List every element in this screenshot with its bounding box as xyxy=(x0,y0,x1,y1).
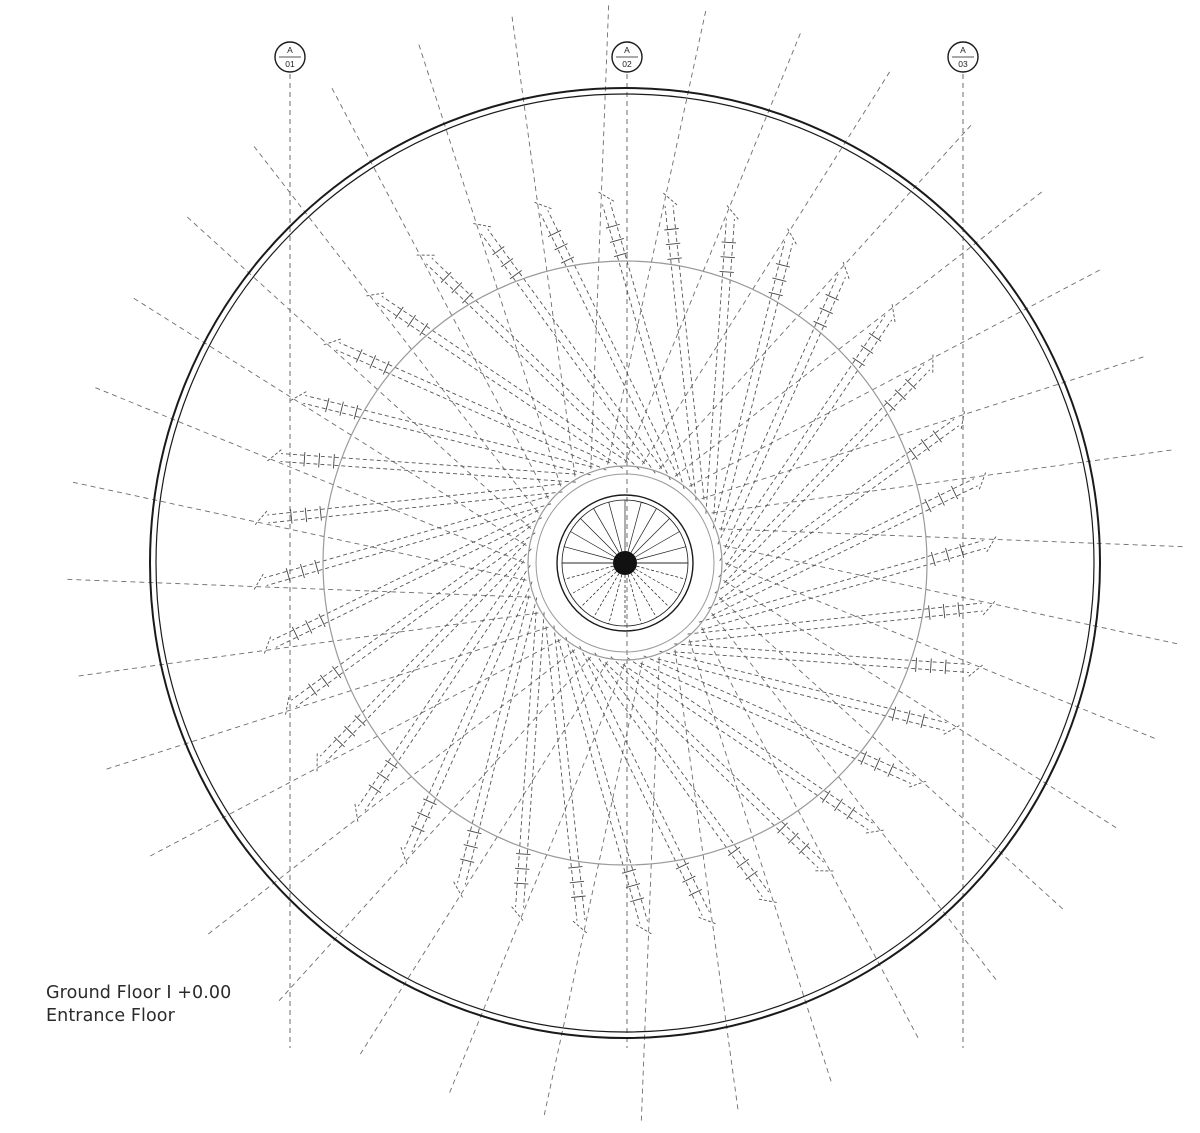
radial-line xyxy=(512,15,575,477)
radial-line xyxy=(207,650,575,936)
core-spoke xyxy=(570,532,614,558)
grid-marker-top-label: A xyxy=(624,45,630,55)
stair-segment xyxy=(658,651,960,734)
radial-line xyxy=(278,657,591,1002)
core-spoke xyxy=(637,547,686,560)
radial-line xyxy=(77,613,539,676)
core-spoke xyxy=(631,508,657,552)
core-spoke xyxy=(609,575,622,624)
radial-line xyxy=(591,3,609,469)
core-spoke xyxy=(637,566,686,579)
radial-line xyxy=(712,450,1174,513)
grid-marker xyxy=(612,42,642,72)
core-spoke xyxy=(594,573,620,617)
stair-segment xyxy=(713,228,796,530)
grid-marker-top-label: A xyxy=(960,45,966,55)
radial-line xyxy=(641,657,659,1123)
stair-segment xyxy=(640,656,926,787)
stair-segment xyxy=(674,644,983,677)
radial-line xyxy=(186,216,531,529)
core-spoke xyxy=(564,547,613,560)
grid-marker xyxy=(275,42,305,72)
core-spoke xyxy=(631,573,657,617)
stair-segment xyxy=(706,205,739,514)
stair-segment xyxy=(255,484,562,525)
grid-marker-bottom-label: 01 xyxy=(285,59,295,69)
stair-segment xyxy=(264,510,542,653)
stair-segment xyxy=(454,596,537,898)
stair-segment xyxy=(708,472,986,615)
core-spoke xyxy=(570,569,614,595)
stair-segment xyxy=(416,255,644,469)
radial-line xyxy=(675,650,738,1112)
core-spoke xyxy=(580,518,616,554)
core-spoke xyxy=(628,502,641,551)
radial-line xyxy=(712,613,998,981)
stair-segment xyxy=(688,601,995,642)
core-spoke xyxy=(628,575,641,624)
core-spoke xyxy=(580,571,616,607)
core-spoke xyxy=(594,508,620,552)
radial-line xyxy=(105,627,549,769)
core-spoke xyxy=(633,518,669,554)
stair-segment xyxy=(546,626,587,933)
grid-marker-bottom-label: 02 xyxy=(622,59,632,69)
radial-line xyxy=(723,546,1179,645)
radial-line xyxy=(608,9,707,465)
stair-segment xyxy=(663,193,704,500)
radial-line xyxy=(719,529,1185,547)
grid-markers xyxy=(275,42,978,72)
stair-segment xyxy=(267,450,576,483)
radial-line xyxy=(71,482,527,581)
caption-floor-description: Entrance Floor xyxy=(46,1006,175,1026)
radial-line xyxy=(544,661,643,1117)
stair-segment xyxy=(605,657,833,871)
core-spoke xyxy=(635,569,679,595)
grid-marker-bottom-label: 03 xyxy=(958,59,968,69)
stair-segment xyxy=(534,202,677,480)
stair-segment xyxy=(324,339,610,470)
stair-segment xyxy=(290,392,592,475)
radial-line xyxy=(689,640,831,1084)
radial-line xyxy=(65,579,531,597)
drawing-caption xyxy=(46,982,231,1028)
core-spoke xyxy=(609,502,622,551)
radial-line xyxy=(675,191,1043,477)
core-spoke xyxy=(633,571,669,607)
radial-line xyxy=(253,145,539,513)
core-spoke xyxy=(564,566,613,579)
center-column xyxy=(613,551,637,575)
stair-segment xyxy=(512,612,545,921)
grid-marker-top-label: A xyxy=(287,45,293,55)
radial-line xyxy=(418,43,560,487)
stair-segment xyxy=(572,646,715,924)
stair-segment xyxy=(401,578,532,864)
radial-line xyxy=(702,356,1146,498)
stair-segment xyxy=(317,543,531,771)
radial-line xyxy=(659,124,972,469)
stair-segment xyxy=(719,354,933,582)
grid-marker xyxy=(948,42,978,72)
core-spoke xyxy=(635,532,679,558)
radial-line xyxy=(719,597,1064,910)
stair-segment xyxy=(718,262,849,548)
caption-floor-name: Ground Floor I +0.00 xyxy=(46,983,232,1003)
